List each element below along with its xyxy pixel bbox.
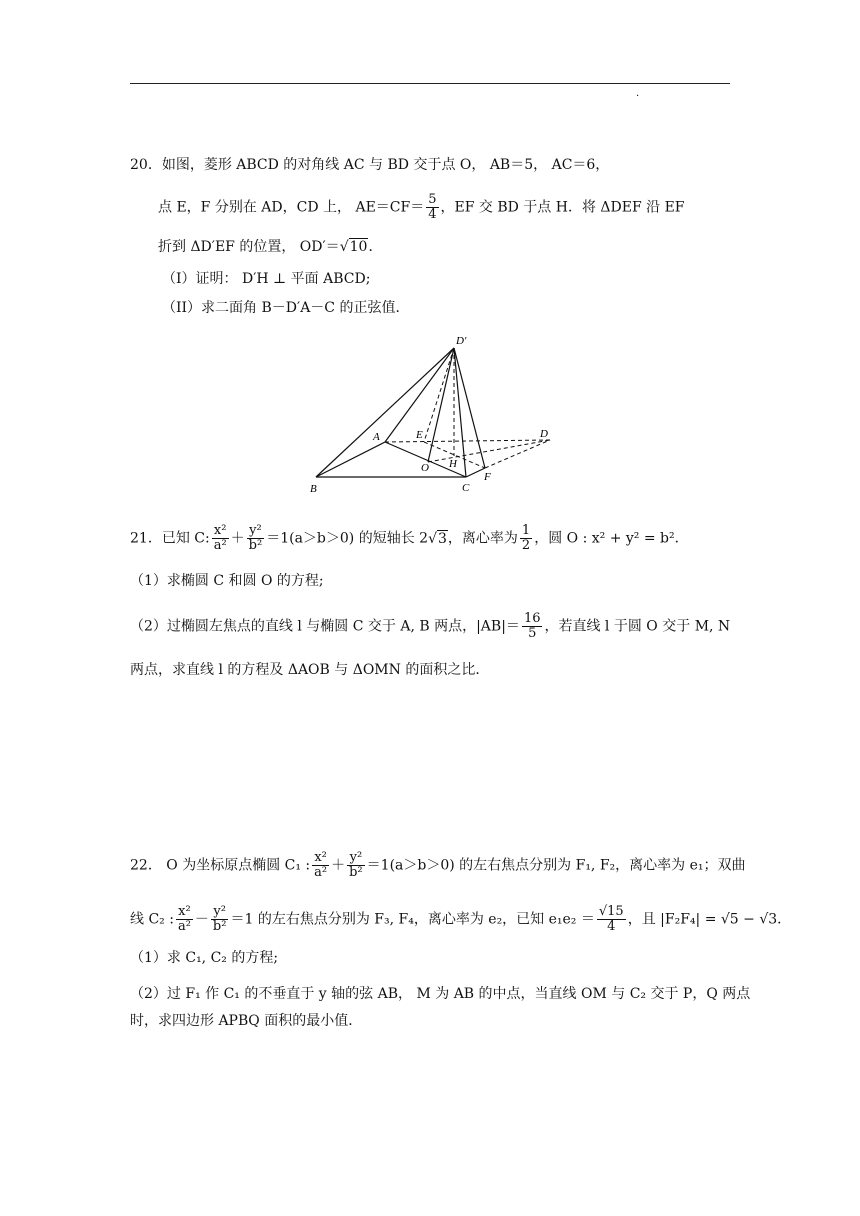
edge-AD xyxy=(385,440,550,442)
p21-frac1-den: a² xyxy=(213,538,227,553)
p20-frac xyxy=(426,193,438,222)
p20-line3 xyxy=(158,237,382,257)
p20-frac-den: 4 xyxy=(428,207,437,222)
p21-frac4 xyxy=(522,612,543,641)
p22-frac1-den: a² xyxy=(314,865,328,880)
p20-figure xyxy=(300,330,570,500)
edge-BA xyxy=(316,442,385,477)
p20-line2 xyxy=(158,193,685,222)
p20-line2b: ，EF 交 BD 于点 H．将 ΔDEF 沿 EF xyxy=(440,199,685,216)
p21-part2 xyxy=(130,612,730,641)
edge-DpF xyxy=(454,348,485,468)
p22-frac1-num: x² xyxy=(312,851,329,866)
p21-frac1 xyxy=(212,524,229,553)
p21-line1b: ＝1(a＞b＞0) 的短轴长 2 xyxy=(266,530,429,547)
p21-frac2 xyxy=(247,524,265,553)
p21-line1c: ，离心率为 xyxy=(447,530,518,547)
label-D: D xyxy=(540,428,548,440)
p21-line1d: ，圆 O : x² + y² = b²． xyxy=(534,530,689,547)
p21-sqrt-rad: 3 xyxy=(438,530,447,547)
p21-plus: ＋ xyxy=(230,530,245,547)
p22-frac3-num: x² xyxy=(176,905,193,920)
header-dot: · xyxy=(636,91,640,102)
p22-frac2-num: y² xyxy=(347,851,365,866)
p21-frac4-den: 5 xyxy=(528,626,537,641)
p22-frac5-den: 4 xyxy=(607,919,616,934)
p22-frac5-num: √15 xyxy=(598,904,624,919)
p22-line1a: 22． O 为坐标原点椭圆 C₁ : xyxy=(130,857,311,874)
p20-line3b: ． xyxy=(368,239,383,255)
label-A: A xyxy=(373,431,380,443)
p21-frac1-num: x² xyxy=(212,524,229,539)
p20-line1: 20．如图，菱形 ABCD 的对角线 AC 与 BD 交于点 O， AB＝5， AC＝6， xyxy=(130,157,610,173)
p20-frac-num: 5 xyxy=(428,192,437,207)
p22-part1: （1）求 C₁, C₂ 的方程; xyxy=(130,950,279,966)
label-B: B xyxy=(310,483,317,495)
p21-frac2-den: b² xyxy=(248,538,263,553)
p20-line2a: 点 E，F 分别在 AD，CD 上， AE＝CF＝ xyxy=(158,199,425,216)
p22-frac3 xyxy=(176,905,193,934)
p21-frac3-den: 2 xyxy=(521,538,531,553)
p20-sqrt: √10 xyxy=(339,239,368,255)
p22-line2b: ＝1 的左右焦点分别为 F₃, F₄，离心率为 e₂，已知 e₁e₂ ＝ xyxy=(230,911,595,928)
p22-frac2-den: b² xyxy=(349,865,363,880)
edge-CF xyxy=(466,468,485,477)
p21-part2a: （2）过椭圆左焦点的直线 l 与椭圆 C 交于 A, B 两点，|AB|＝ xyxy=(130,618,520,635)
label-O: O xyxy=(421,462,429,474)
p22-frac3-den: a² xyxy=(177,919,191,934)
p22-frac5 xyxy=(597,905,626,934)
p21-line1a: 21．已知 C: xyxy=(130,530,210,547)
p21-frac3 xyxy=(520,524,532,553)
p22-part2a: （2）过 F₁ 作 C₁ 的不垂直于 y 轴的弦 AB， M 为 AB 的中点，当直线 OM 与 C₂ 交于 P，Q 两点 xyxy=(130,986,751,1002)
label-H: H xyxy=(449,458,457,470)
p22-plus: ＋ xyxy=(331,857,346,874)
edge-BDp xyxy=(316,348,454,477)
label-F: F xyxy=(484,471,491,483)
p22-frac1 xyxy=(312,851,329,880)
label-C: C xyxy=(462,482,470,494)
p21-sqrt: √3 xyxy=(428,530,447,547)
p22-minus: － xyxy=(194,911,209,928)
p21-line1 xyxy=(130,524,689,553)
p22-line2a: 线 C₂ : xyxy=(130,911,174,928)
p22-line1b: ＝1(a＞b＞0) 的左右焦点分别为 F₁, F₂，离心率为 e₁；双曲 xyxy=(366,857,746,874)
header-rule xyxy=(130,83,730,84)
p21-part1: （1）求椭圆 C 和圆 O 的方程; xyxy=(130,573,324,589)
label-E: E xyxy=(416,429,423,441)
edge-FD xyxy=(485,440,550,468)
p20-part2: （II）求二面角 B－D′A－C 的正弦值． xyxy=(162,300,410,316)
p20-part1: （I）证明： D′H ⊥ 平面 ABCD; xyxy=(162,271,371,287)
p21-frac2-num: y² xyxy=(247,524,265,539)
p22-line2c: ，且 |F₂F₄| = √5 − √3． xyxy=(627,911,792,928)
p21-part2b: ，若直线 l 于圆 O 交于 M, N xyxy=(544,618,731,635)
p22-frac4-num: y² xyxy=(211,905,229,920)
p22-part2b: 时，求四边形 APBQ 面积的最小值． xyxy=(130,1013,363,1029)
p22-frac4 xyxy=(211,905,229,934)
p22-line2 xyxy=(130,905,791,934)
p20-line3a: 折到 ΔD′EF 的位置， OD′＝ xyxy=(158,239,340,255)
p21-part2c: 两点，求直线 l 的方程及 ΔAOB 与 ΔOMN 的面积之比． xyxy=(130,662,490,678)
p22-line1 xyxy=(130,851,746,880)
p21-frac3-num: 1 xyxy=(521,523,531,538)
p21-frac4-num: 16 xyxy=(523,611,541,626)
p20-sqrt-rad: 10 xyxy=(349,239,368,255)
p22-frac2 xyxy=(347,851,365,880)
label-Dp: D′ xyxy=(456,335,467,347)
p22-frac4-den: b² xyxy=(212,919,227,934)
